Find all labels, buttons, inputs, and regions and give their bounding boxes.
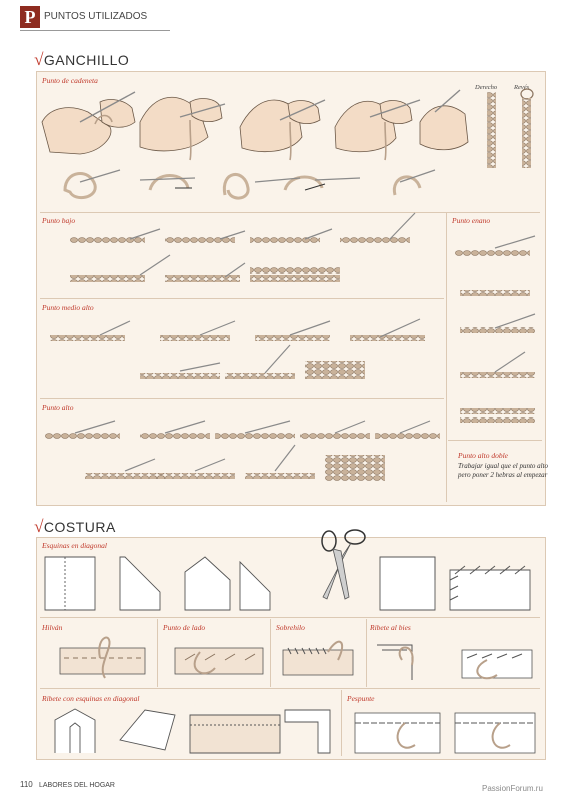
label-punto-alto-doble: Punto alto doble <box>458 451 508 460</box>
scissors-icon <box>315 525 370 605</box>
note-punto-alto-doble: Trabajar igual que el punto alto pero poner 2 hebras al empezar <box>458 462 549 479</box>
label-hilvan: Hilván <box>42 623 63 632</box>
cadeneta-loops-illustration <box>60 160 440 205</box>
sep-esquinas <box>40 617 540 618</box>
label-derecho: Derecho <box>475 84 498 91</box>
watermark: PassionForum.ru <box>482 784 543 793</box>
label-pespunte: Pespunte <box>347 694 375 703</box>
label-punto-alto: Punto alto <box>42 403 74 412</box>
sep-vertical <box>446 212 447 502</box>
esquinas-diagonal-illustration <box>45 552 535 612</box>
label-ribete-esquinas: Ribete con esquinas en diagonal <box>42 694 140 703</box>
magazine-name: LABORES DEL HOGAR <box>39 782 115 789</box>
ribete-esquinas-illustration <box>50 705 335 755</box>
costura-title-text: COSTURA <box>43 519 116 535</box>
ribete-bies-illustration <box>372 630 537 685</box>
check-mark-icon: √ <box>34 50 44 69</box>
punto-alto-rows <box>45 415 440 500</box>
page-number: 110 <box>20 780 33 789</box>
header-rule <box>20 30 170 31</box>
label-sobrehilo: Sobrehilo <box>276 623 305 632</box>
chain-reves-illustration <box>518 88 536 172</box>
sep-v1 <box>157 619 158 687</box>
label-esquinas-diagonal: Esquinas en diagonal <box>42 541 107 550</box>
chain-derecho-illustration <box>485 92 499 172</box>
sep-hilvan <box>40 688 540 689</box>
label-punto-lado: Punto de lado <box>163 623 206 632</box>
sep-enano <box>448 440 542 441</box>
check-mark-icon: √ <box>34 517 44 536</box>
label-ribete-bies: Ribete al bies <box>370 623 411 632</box>
ganchillo-title <box>34 50 129 70</box>
header-logo <box>20 6 40 28</box>
punto-lado-illustration <box>175 630 265 680</box>
punto-bajo-row2 <box>70 255 370 290</box>
label-punto-bajo: Punto bajo <box>42 216 76 225</box>
ganchillo-title-text: GANCHILLO <box>43 52 130 68</box>
sep-medio-alto <box>40 398 444 399</box>
sep-v3 <box>366 619 367 687</box>
pespunte-illustration <box>350 705 540 755</box>
sep-cadeneta <box>40 212 540 213</box>
punto-medio-alto-rows <box>50 315 440 395</box>
logo-letter: P <box>24 7 36 27</box>
label-punto-medio-alto: Punto medio alto <box>42 303 94 312</box>
sep-v4 <box>341 690 342 756</box>
label-reves: Revés <box>514 84 530 91</box>
label-punto-cadeneta: Punto de cadeneta <box>42 76 98 85</box>
sep-v2 <box>270 619 271 687</box>
cadeneta-hands-illustration <box>40 82 470 162</box>
label-punto-enano: Punto enano <box>452 216 491 225</box>
hilvan-illustration <box>60 630 150 680</box>
costura-title <box>34 517 116 537</box>
footer <box>20 780 115 789</box>
punto-bajo-row1 <box>70 225 440 250</box>
sep-bajo <box>40 298 444 299</box>
sobrehilo-illustration <box>283 630 363 680</box>
punto-enano-rows <box>455 232 540 432</box>
section-label: PUNTOS UTILIZADOS <box>44 11 148 22</box>
